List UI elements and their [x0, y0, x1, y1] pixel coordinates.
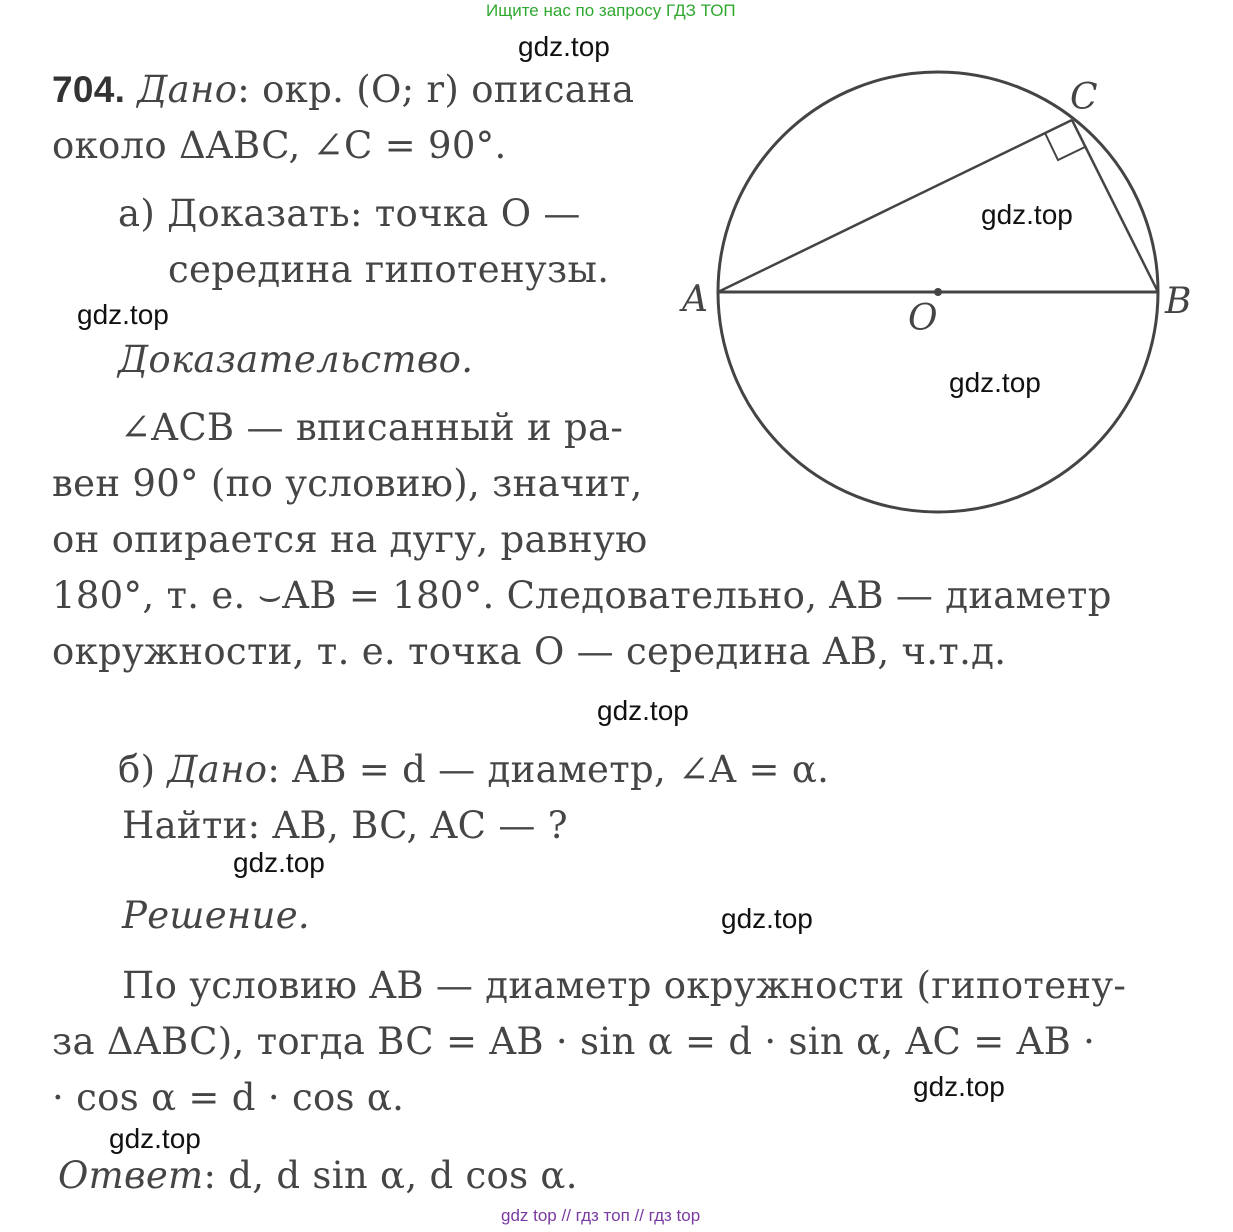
- answer-line: [58, 1154, 578, 1197]
- watermark: gdz.top: [721, 903, 813, 934]
- solution-line: за ΔABC), тогда BC = AB · sin α = d · sin α, AC = AB ·: [52, 1020, 1096, 1063]
- solution-line: По условию AB — диаметр окружности (гипотену-: [122, 964, 1127, 1007]
- watermark: gdz.top: [913, 1071, 1005, 1102]
- given-line-1: [52, 68, 634, 111]
- side-ac: [718, 120, 1072, 292]
- label-a: A: [682, 279, 708, 320]
- part-b-given: [118, 748, 829, 791]
- part-b-find: Найти: AB, BC, AC — ?: [122, 804, 568, 847]
- watermark: gdz.top: [597, 695, 689, 726]
- problem-number: 704.: [52, 69, 126, 110]
- given-text: : окр. (O; r) описана: [237, 68, 635, 111]
- proof-line: вен 90° (по условию), значит,: [52, 462, 643, 505]
- watermark: gdz.top: [518, 31, 610, 62]
- label-o: O: [908, 298, 938, 339]
- part-b-given-label: Дано: [167, 748, 268, 791]
- watermark: gdz.top: [981, 199, 1073, 230]
- part-a-prove-cont: середина гипотенузы.: [168, 248, 610, 291]
- proof-line: окружности, т. е. точка O — середина AB, ч.т.д.: [52, 630, 1007, 673]
- given-line-2: около ΔABC, ∠C = 90°.: [52, 124, 507, 167]
- solution-line: · cos α = d · cos α.: [52, 1076, 405, 1119]
- search-banner: Ищите нас по запросу ГДЗ ТОП: [486, 1, 736, 20]
- part-a-prove: а) Доказать: точка O —: [118, 192, 581, 235]
- center-point-o: [934, 288, 942, 296]
- label-b: B: [1165, 281, 1192, 322]
- part-b-prefix: б): [118, 748, 168, 791]
- answer-text: : d, d sin α, d cos α.: [203, 1154, 578, 1197]
- right-angle-mark: [1045, 133, 1085, 160]
- label-c: C: [1070, 77, 1098, 118]
- circle-triangle-figure: [660, 60, 1220, 530]
- part-b-given-text: : AB = d — диаметр, ∠A = α.: [267, 748, 830, 791]
- given-label: Дано: [137, 68, 238, 111]
- proof-line: ∠ACB — вписанный и ра-: [120, 406, 624, 449]
- proof-heading: Доказательство.: [118, 338, 474, 381]
- watermark: gdz.top: [949, 367, 1041, 398]
- answer-label: Ответ: [58, 1154, 204, 1197]
- watermark: gdz.top: [77, 299, 169, 330]
- side-bc: [1072, 120, 1158, 292]
- footer-links: gdz top // гдз топ // гдз top: [501, 1206, 701, 1225]
- watermark: gdz.top: [109, 1123, 201, 1154]
- watermark: gdz.top: [233, 847, 325, 878]
- proof-line: он опирается на дугу, равную: [52, 518, 648, 561]
- solution-heading: Решение.: [122, 894, 310, 937]
- proof-line: 180°, т. е. ⌣AB = 180°. Следовательно, AB — диаметр: [52, 574, 1112, 617]
